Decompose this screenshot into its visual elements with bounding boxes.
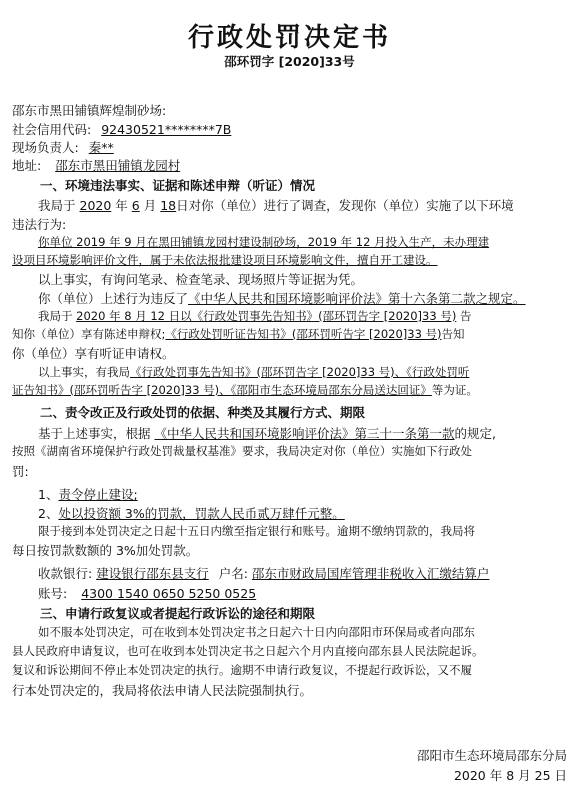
- proof-refs-2: 证告知书》(邵环罚听告字 [2020]33 号)、《邵阳市生态环境局邵东分局送达回证》: [12, 383, 432, 397]
- account-name-label: 户名:: [218, 566, 248, 581]
- s3-line-2: 县人民政府申请复议，也可在收到本处罚决定书之日起六个月内直接向邵东县人民法院起诉。: [12, 644, 484, 658]
- s1-violation-line-2: 设项目环境影响评价文件，属于未依法报批建设项目环境影响文件，擅自开工建设。: [12, 253, 438, 267]
- document-number: 邵环罚字 [2020]33号: [224, 54, 355, 69]
- survey-month: 6: [131, 198, 140, 213]
- party-name: 邵东市黑田铺镇辉煌制砂场:: [12, 103, 167, 118]
- s1-notice-line-2: [12, 326, 465, 342]
- s1-text: 告: [459, 309, 472, 323]
- s1-survey-line: [38, 196, 514, 214]
- s2-basis-line-3: 罚:: [12, 464, 29, 479]
- s1-proof-line-1: [38, 364, 469, 380]
- address-label: 地址:: [12, 158, 42, 173]
- person-label: 现场负责人:: [12, 140, 79, 155]
- credit-code-row: [12, 120, 231, 138]
- s2-payment-line-2: 每日按罚款数额的 3%加处罚款。: [12, 543, 199, 558]
- item-number: 1、: [38, 487, 59, 502]
- s2-payment-line-1: 限于接到本处罚决定之日起十五日内缴至指定银行和账号。逾期不缴纳罚款的，我局将: [38, 524, 475, 538]
- issue-date: 2020 年 8 月 25 日: [453, 768, 567, 783]
- s2-text: 基于上述事实，根据: [38, 426, 151, 441]
- penalty-item-2: [38, 504, 345, 522]
- s1-violation-line-1: 你单位 2019 年 9 月在黑田铺镇龙园村建设制砂场，2019 年 12 月投入生产，未办理建: [38, 235, 490, 249]
- s1-notice-line-3: 你（单位）享有听证申请权。: [12, 346, 175, 361]
- s1-text: 月: [143, 198, 157, 213]
- s1-text: 以上事实，有我局: [38, 365, 130, 379]
- person-value: 秦**: [88, 140, 114, 155]
- penalty-item-1: [38, 485, 138, 503]
- s1-text: 你（单位）上述行为违反了: [38, 291, 189, 306]
- s1-violated-law: [38, 289, 526, 307]
- penalty-basis-clause: 《中华人民共和国环境影响评价法》第三十一条第一款: [154, 426, 455, 441]
- bank-label: 收款银行:: [38, 566, 93, 581]
- bank-value: 建设银行邵东县支行: [96, 566, 209, 581]
- document-title: 行政处罚决定书: [187, 23, 391, 53]
- s3-line-4: 行本处罚决定的，我局将依法申请人民法院强制执行。: [12, 683, 313, 698]
- account-name-value: 邵东市财政局国库管理非税收入汇缴结算户: [251, 566, 490, 581]
- s1-text: 我局于: [38, 309, 73, 323]
- account-number-label: 账号:: [38, 586, 68, 601]
- bank-row: [38, 564, 489, 582]
- penalty-item-1-text: 责令停止建设;: [58, 487, 138, 502]
- penalty-item-2-text: 处以投资额 3%的罚款，罚款人民币贰万肆仟元整。: [58, 506, 345, 521]
- address-row: [12, 156, 206, 174]
- s1-evidence: 以上事实，有询问笔录、检查笔录、现场照片等证据为凭。: [38, 272, 364, 287]
- s1-notice-line-1: [38, 308, 471, 324]
- s1-text: 日对你（单位）进行了调查，发现你（单位）实施了以下环境: [176, 198, 514, 213]
- proof-refs-1: 《行政处罚事先告知书》(邵环罚告字 [2020]33 号)、《行政处罚听: [130, 365, 470, 379]
- survey-year: 2020: [79, 198, 112, 213]
- account-number-value: 4300 1540 0650 5250 0525: [81, 586, 257, 601]
- section-2-heading: 二、责令改正及行政处罚的依据、种类及其履行方式、期限: [40, 405, 366, 420]
- hearing-notice-ref: 《行政处罚听证告知书》(邵环罚听告字 [2020]33 号): [165, 327, 442, 341]
- section-3-heading: 三、申请行政复议或者提起行政诉讼的途径和期限: [40, 606, 316, 621]
- s2-basis-line-1: [38, 424, 496, 442]
- prior-notice-ref: 2020 年 8 月 12 日以《行政处罚事先告知书》(邵环罚告字 [2020]33 号): [76, 309, 457, 323]
- s1-text: 我局于: [38, 198, 76, 213]
- s2-basis-line-2: 按照《湖南省环境保护行政处罚裁量权基准》要求，我局决定对你（单位）实施如下行政处: [12, 444, 472, 458]
- issuing-authority: 邵阳市生态环境局邵东分局: [416, 748, 567, 763]
- s1-text: 告知: [441, 327, 465, 341]
- s3-line-1: 如不服本处罚决定，可在收到本处罚决定书之日起六十日内向邵阳市环保局或者向邵东: [38, 625, 475, 639]
- s1-text: 知你（单位）享有陈述申辩权;: [12, 327, 166, 341]
- section-1-heading: 一、环境违法事实、证据和陈述申辩（听证）情况: [40, 178, 316, 193]
- survey-day: 18: [160, 198, 177, 213]
- credit-code-value: 92430521********7B: [101, 122, 232, 137]
- s1-violation-label: 违法行为:: [12, 217, 67, 232]
- account-row: [38, 584, 266, 602]
- credit-code-label: 社会信用代码:: [12, 122, 92, 137]
- person-row: [12, 138, 134, 156]
- s2-text: 的规定,: [454, 426, 496, 441]
- s1-text: 年: [115, 198, 128, 213]
- s1-text: 等为证。: [431, 383, 478, 397]
- violated-law-clause: 《中华人民共和国环境影响评价法》第十六条第二款之规定。: [188, 291, 526, 306]
- s1-proof-line-2: [12, 382, 478, 398]
- address-value: 邵东市黑田铺镇龙园村: [55, 158, 181, 173]
- s3-line-3: 复议和诉讼期间不停止本处罚决定的执行。逾期不申请行政复议，不提起行政诉讼，又不履: [12, 663, 472, 677]
- item-number: 2、: [38, 506, 59, 521]
